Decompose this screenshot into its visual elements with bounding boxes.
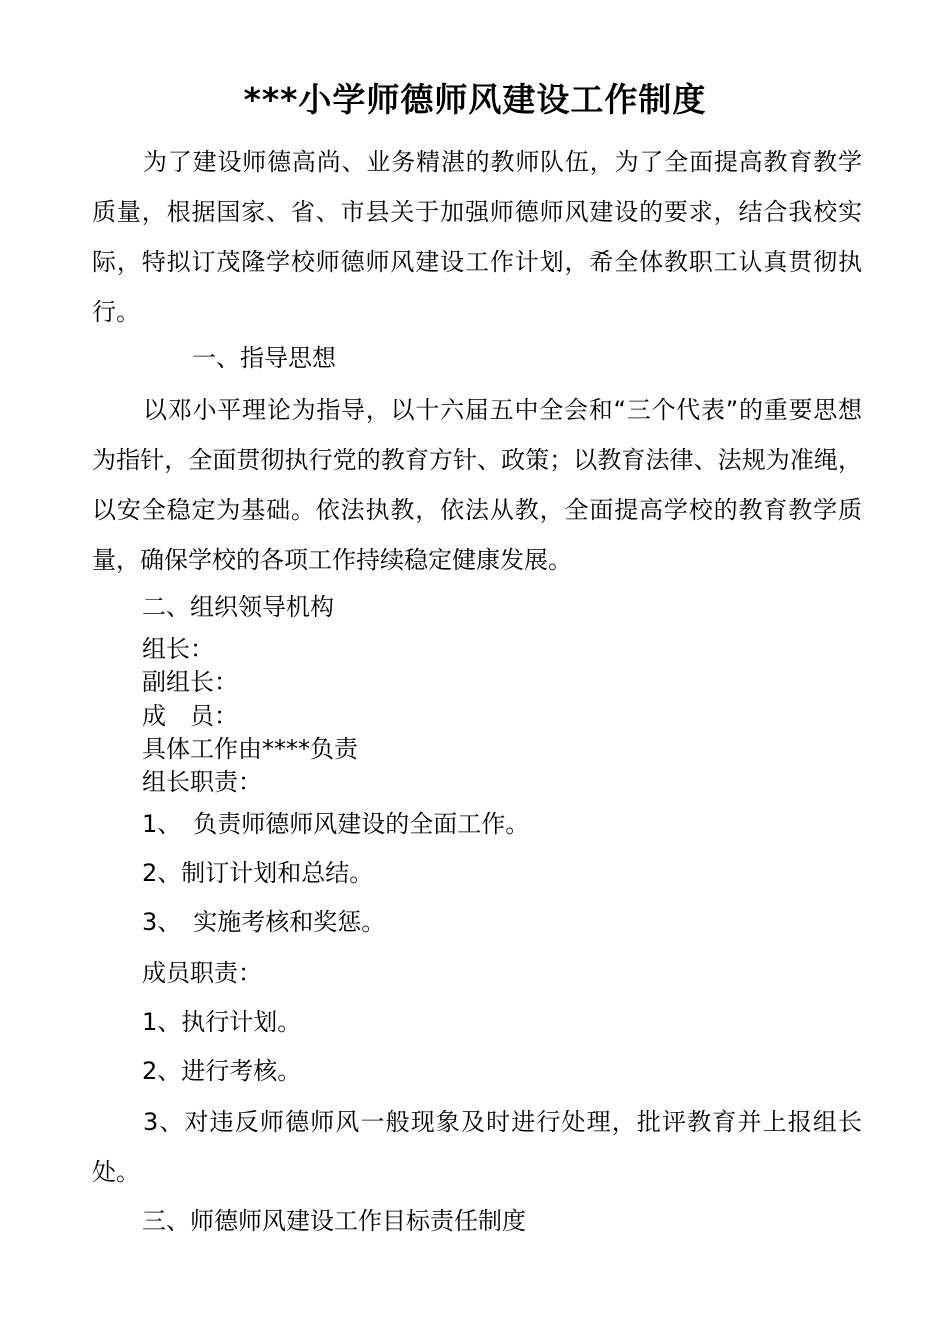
members-line: 成 员： — [142, 702, 238, 730]
member-duty-item: 1、执行计划。 — [142, 1008, 302, 1036]
document-title: ***小学师德师风建设工作制度 — [243, 80, 707, 119]
leader-duty-item: 2、制订计划和总结。 — [142, 859, 374, 887]
member-duty-item: 2、进行考核。 — [142, 1057, 302, 1085]
intro-paragraph: 为了建设师德高尚、业务精湛的教师队伍，为了全面提高教育教学质量，根据国家、省、市县关于加强师德师风建设的要求，结合我校实际，特拟订茂隆学校师德师风建设工作计划，希全体教职工认真贯彻执行。 — [92, 148, 862, 326]
section3-heading: 三、师德师风建设工作目标责任制度 — [142, 1207, 526, 1235]
leader-line: 组长： — [142, 635, 214, 663]
member-duty-item: 3、对违反师德师风一般现象及时进行处理，批评教育并上报组长处。 — [92, 1108, 862, 1186]
leader-duty-item: 1、 负责师德师风建设的全面工作。 — [142, 810, 530, 838]
section1-heading: 一、指导思想 — [192, 344, 336, 372]
member-duties-heading: 成员职责： — [142, 959, 262, 987]
in-charge-line: 具体工作由****负责 — [142, 735, 358, 763]
leader-duties-heading: 组长职责： — [142, 768, 262, 796]
section1-body: 以邓小平理论为指导，以十六届五中全会和“三个代表”的重要思想为指针，全面贯彻执行党的教育方针、政策；以教育法律、法规为准绳，以安全稳定为基础。依法执教，依法从教，全面提高学校的教育教学质量，确保学校的各项工作持续稳定健康发展。 — [92, 396, 862, 574]
vice-leader-line: 副组长： — [142, 668, 238, 696]
section2-heading: 二、组织领导机构 — [142, 593, 334, 621]
leader-duty-item: 3、 实施考核和奖惩。 — [142, 908, 386, 936]
